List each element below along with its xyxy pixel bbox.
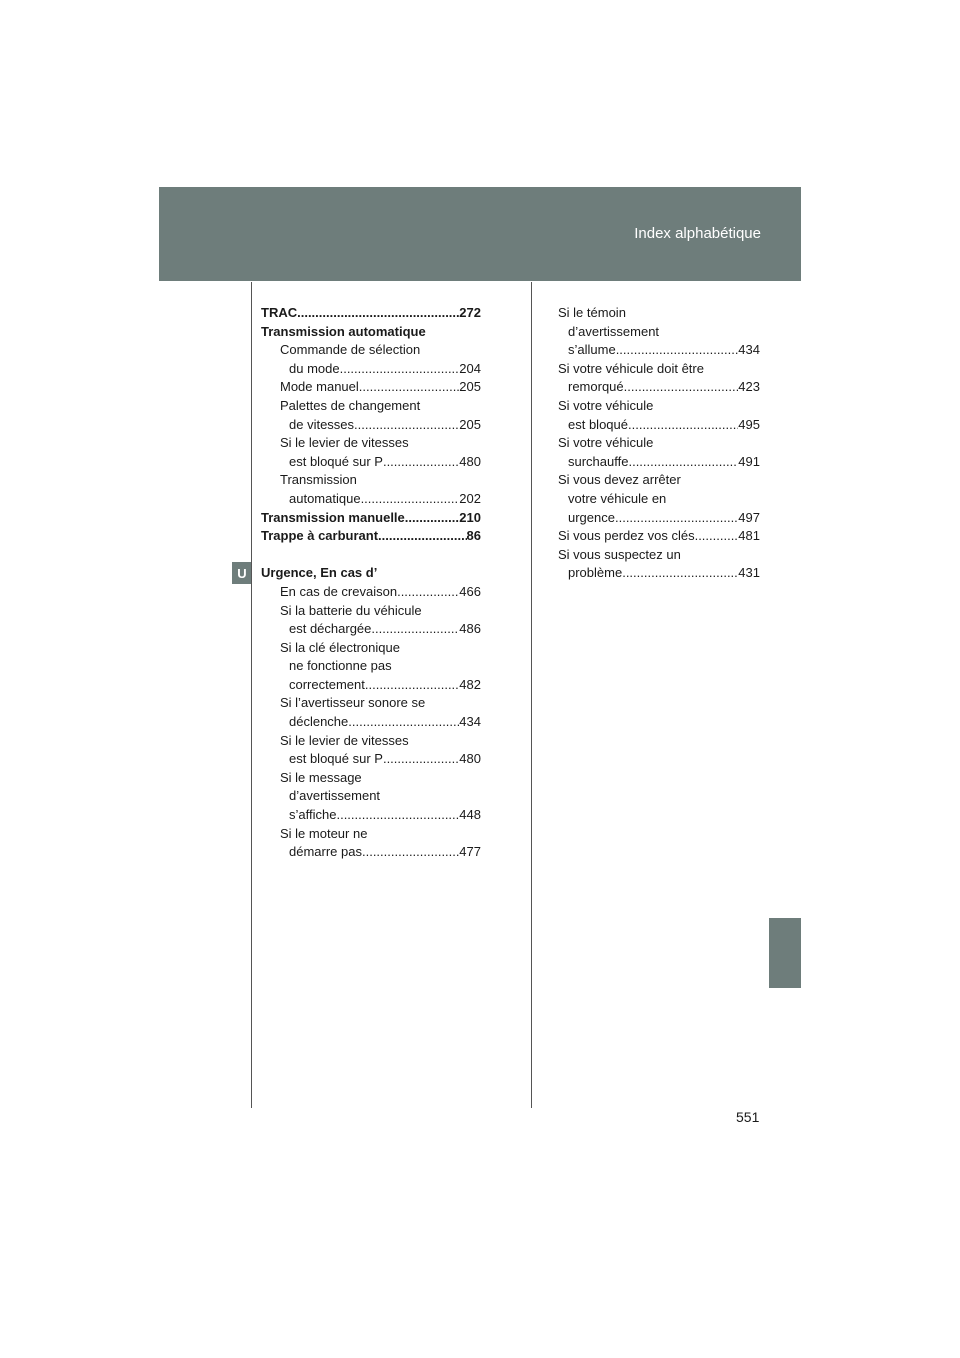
index-subentry: Si votre véhicule: [558, 435, 654, 451]
index-subentry[interactable]: remorqué ..... 423: [558, 378, 760, 397]
index-subentry[interactable]: urgence ..... 497: [558, 509, 760, 528]
index-subentry: Si le moteur ne: [280, 825, 368, 841]
index-column-2: [558, 304, 760, 583]
index-subentry: Si vous devez arrêter: [558, 472, 681, 488]
index-subentry[interactable]: En cas de crevaison ..... 466: [261, 583, 481, 602]
index-subentry: Palettes de changement: [280, 397, 421, 413]
page-number: 551: [736, 1109, 760, 1125]
header-title: Index alphabétique: [634, 225, 761, 242]
index-subentry[interactable]: automatique ..... 202: [261, 490, 481, 509]
index-subentry[interactable]: est bloqué ..... 495: [558, 416, 760, 435]
index-subentry: Si le témoin: [558, 305, 626, 320]
index-subentry: Si le message: [280, 769, 362, 785]
left-column-rule: [251, 282, 252, 1108]
index-entry-trappe[interactable]: Trappe à carburant ..... 86: [261, 527, 481, 546]
index-subentry: Transmission: [280, 472, 357, 488]
index-subentry: Si la clé électronique: [280, 639, 400, 655]
index-entry-trac[interactable]: TRAC ..... 272: [261, 304, 481, 323]
index-subentry: Commande de sélection: [280, 342, 421, 358]
index-subentry: Si la batterie du véhicule: [280, 602, 422, 618]
chapter-side-tab: [769, 918, 801, 988]
index-column-1: [261, 304, 481, 862]
letter-tab: U: [232, 562, 252, 584]
middle-column-rule: [531, 282, 532, 1108]
index-subentry: Si votre véhicule: [558, 397, 654, 413]
index-subentry: Si le levier de vitesses: [280, 732, 409, 748]
index-subentry[interactable]: surchauffe ..... 491: [558, 453, 760, 472]
index-subentry: Si le levier de vitesses: [280, 435, 409, 451]
index-subentry[interactable]: du mode ..... 204: [261, 360, 481, 379]
index-subentry[interactable]: problème ..... 431: [558, 564, 760, 583]
index-subentry: d’avertissement: [289, 788, 381, 804]
index-subentry: votre véhicule en: [568, 490, 667, 506]
page-header: [159, 187, 801, 281]
index-subentry: Si vous suspectez un: [558, 546, 681, 562]
index-subentry[interactable]: est bloqué sur P ..... 480: [261, 453, 481, 472]
index-entry-urgence: Urgence, En cas d’: [261, 565, 378, 581]
index-subentry[interactable]: est bloqué sur P ..... 480: [261, 750, 481, 769]
index-entry-transmission-auto: Transmission automatique: [261, 323, 426, 339]
index-entry-transmission-manuelle[interactable]: Transmission manuelle ..... 210: [261, 509, 481, 528]
index-subentry[interactable]: démarre pas ..... 477: [261, 843, 481, 862]
index-subentry[interactable]: s’affiche ..... 448: [261, 806, 481, 825]
index-subentry[interactable]: s’allume ..... 434: [558, 341, 760, 360]
index-subentry[interactable]: est déchargée ..... 486: [261, 620, 481, 639]
index-subentry: Si votre véhicule doit être: [558, 360, 704, 376]
index-subentry[interactable]: déclenche ..... 434: [261, 713, 481, 732]
index-subentry: ne fonctionne pas: [289, 658, 392, 674]
index-subentry[interactable]: Si vous perdez vos clés ..... 481: [558, 527, 760, 546]
index-subentry: d’avertissement: [568, 323, 660, 339]
index-subentry[interactable]: correctement ..... 482: [261, 676, 481, 695]
index-subentry[interactable]: de vitesses ..... 205: [261, 416, 481, 435]
index-subentry: Si l’avertisseur sonore se: [280, 695, 426, 711]
index-subentry[interactable]: Mode manuel ..... 205: [261, 378, 481, 397]
